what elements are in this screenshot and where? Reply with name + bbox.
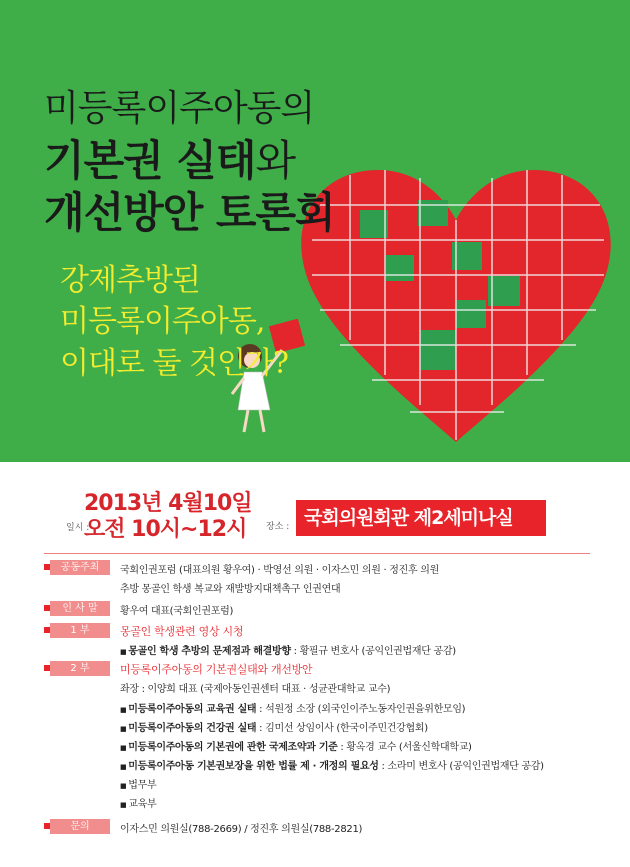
item-topic: 미등록이주아동의 교육권 실태: [128, 704, 257, 715]
greeting-text: 황우여 대표(국회인권포럼): [120, 606, 234, 617]
date-label: 일시 :: [66, 523, 90, 533]
title-line-2: [44, 128, 295, 188]
title-line-2-bold: 기본권 실태: [44, 136, 256, 185]
item-topic: 미등록이주아동 기본권보장을 위한 법률 제 · 개정의 필요성: [128, 761, 379, 772]
item-topic: 미등록이주아동의 건강권 실태: [128, 723, 257, 734]
part1-item-speaker: : 황필규 변호사 (공익인권법재단 공감): [290, 646, 456, 657]
part1-item: [120, 642, 456, 657]
subtitle-line-3: 이대로 둘 것인가?: [60, 346, 289, 381]
label-host: 공동주최: [50, 560, 110, 575]
item-speaker: : 석원정 소장 (외국인이주노동자인권을위한모임): [256, 704, 466, 715]
list-item: [120, 776, 156, 791]
title-line-1: 미등록이주아동의: [44, 88, 315, 129]
event-date: 2013년 4월10일: [84, 491, 252, 516]
list-item: [120, 719, 428, 734]
subtitle-line-2: 미등록이주아동,: [60, 304, 265, 339]
title-line-3: 개선방안 토론회: [44, 188, 335, 237]
divider: [44, 553, 590, 554]
contact-text: 이자스민 의원실(788-2669) / 정진후 의원실(788-2821): [120, 824, 363, 835]
title-line-2-light: 와: [255, 136, 296, 185]
event-venue: 국회의원회관 제2세미나실: [296, 500, 546, 536]
subtitle-line-1: 강제추방된: [60, 263, 200, 298]
item-speaker: : 소라미 변호사 (공익인권법재단 공감): [378, 761, 544, 772]
item-topic: 법무부: [128, 780, 157, 791]
part1-title: 몽골인 학생관련 영상 시청: [120, 625, 244, 638]
venue-label: 장소 :: [266, 522, 290, 532]
event-time: 오전 10시~12시: [84, 517, 247, 542]
part1-item-topic: 몽골인 학생 추방의 문제점과 해결방향: [128, 646, 291, 657]
list-item: [120, 757, 544, 772]
list-item: [120, 738, 472, 753]
label-greeting: 인 사 말: [50, 601, 110, 616]
list-item: [120, 700, 465, 715]
list-item: [120, 795, 156, 810]
host-line-1: 국회인권포럼 (대표의원 황우여) · 박영선 의원 · 이자스민 의원 · 정진후 의원: [120, 565, 439, 576]
host-line-2: 추방 몽골인 학생 복교와 재발방지대책촉구 인권연대: [120, 584, 341, 595]
item-topic: 미등록이주아동의 기본권에 관한 국제조약과 기준: [128, 742, 338, 753]
label-contact: 문의: [50, 819, 110, 834]
item-speaker: : 김미선 상임이사 (한국이주민건강협회): [256, 723, 428, 734]
part2-chair: 좌장 : 이양희 대표 (국제아동인권센터 대표 · 성균관대학교 교수): [120, 684, 391, 695]
label-part1: 1 부: [50, 623, 110, 638]
item-speaker: : 황옥경 교수 (서울신학대학교): [337, 742, 472, 753]
part2-title: 미등록이주아동의 기본권실태와 개선방안: [120, 663, 313, 676]
item-topic: 교육부: [128, 799, 157, 810]
label-part2: 2 부: [50, 661, 110, 676]
